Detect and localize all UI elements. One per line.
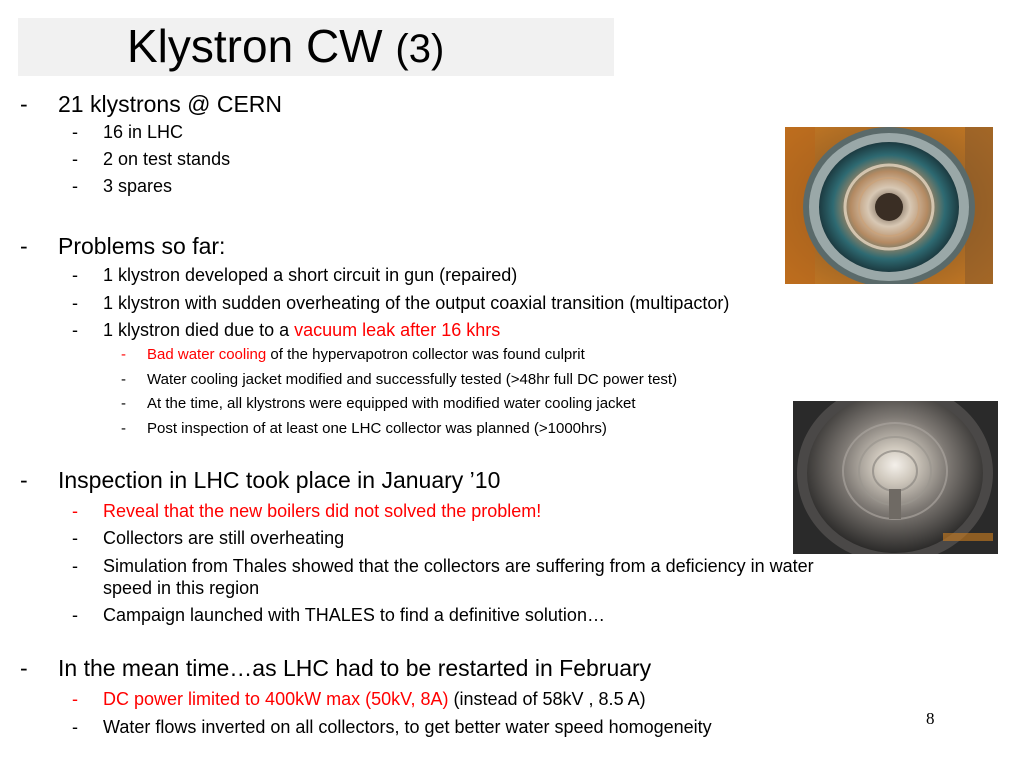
bullet-dash: - [72,122,78,142]
bullet-still-overheating: Collectors are still overheating [103,528,345,548]
bullet-dash: - [72,149,78,169]
bullet-dash: - [72,265,78,285]
bullet-dash: - [72,605,78,625]
bullet-dc-power: DC power limited to 400kW max (50kV, 8A) (instead of 58kV , 8.5 A) [103,689,646,709]
bullet-dash: - [20,467,28,493]
bullet-dash: - [121,395,126,412]
bullet-jacket-modified: Water cooling jacket modified and successfully tested (>48hr full DC power test) [147,371,678,388]
bullet-dash: - [72,501,78,521]
bullet-overheating: 1 klystron with sudden overheating of the output coaxial transition (multipactor) [103,293,730,313]
bullet-dash: - [72,689,78,709]
bullet-dash: - [20,91,28,117]
bullet-dash: - [121,420,126,437]
bullet-inspection: Inspection in LHC took place in January ’10 [58,467,501,493]
page-number: 8 [926,709,935,728]
bullet-dash: - [121,371,126,388]
bullet-dash: - [72,293,78,313]
bullet-dash: - [121,346,126,363]
bullet-dash: - [20,233,28,259]
bullet-bad-water-cooling: Bad water cooling of the hypervapotron collector was found culprit [147,346,585,363]
bullet-water-flows: Water flows inverted on all collectors, to get better water speed homogeneity [103,717,712,737]
bullet-dash: - [72,717,78,737]
bullet-dash: - [72,320,78,340]
collector-photo-top [785,127,993,284]
bullet-post-inspection: Post inspection of at least one LHC collector was planned (>1000hrs) [147,420,607,437]
bullet-mean-time: In the mean time…as LHC had to be restarted in February [58,655,652,681]
bullet-in-lhc: 16 in LHC [103,122,184,142]
bullet-vacuum-leak: 1 klystron died due to a vacuum leak after 16 khrs [103,320,501,340]
bullet-short-circuit: 1 klystron developed a short circuit in gun (repaired) [103,265,518,285]
bullet-dash: - [72,176,78,196]
bullet-test-stands: 2 on test stands [103,149,231,169]
bullet-problems: Problems so far: [58,233,226,259]
bullet-dash: - [72,528,78,548]
collector-photo-bottom [793,401,998,554]
bullet-klystrons-count: 21 klystrons @ CERN [58,91,283,117]
bullet-all-equipped: At the time, all klystrons were equipped with modified water cooling jacket [147,395,636,412]
bullet-simulation-line1: Simulation from Thales showed that the collectors are suffering from a deficiency in water [103,556,814,576]
slide-title: Klystron CW (3) [127,20,445,72]
bullet-simulation-line2: speed in this region [103,578,260,598]
bullet-dash: - [72,556,78,576]
bullet-reveal: Reveal that the new boilers did not solved the problem! [103,501,542,521]
bullet-campaign: Campaign launched with THALES to find a definitive solution… [103,605,605,625]
bullet-dash: - [20,655,28,681]
bullet-spares: 3 spares [103,176,173,196]
